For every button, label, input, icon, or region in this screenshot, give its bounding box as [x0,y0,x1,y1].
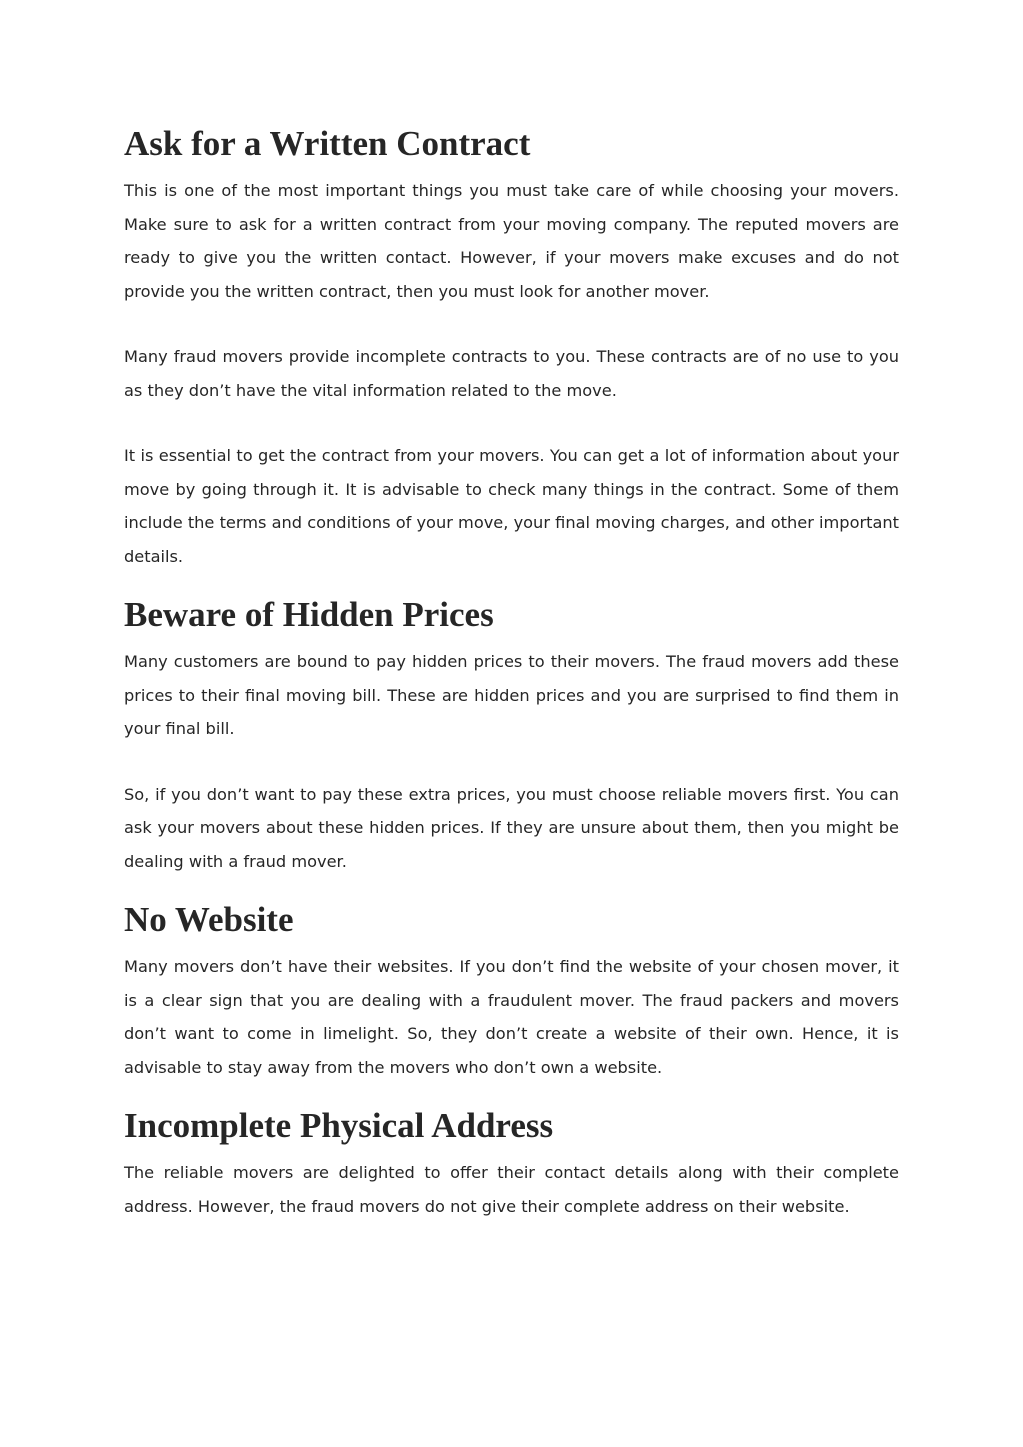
paragraph: Many movers don’t have their websites. If you don’t find the website of your chosen mover, it is a clear sign that you are dealing with a fraudulent mover. The fraud packers and movers don’t want to come in limelight. So, they don’t create a website of their own. Hence, it is advisable to stay away from the movers who don’t own a website. [124,957,899,1077]
section-heading-hidden-prices: Beware of Hidden Prices [124,595,494,634]
section-heading-written-contract: Ask for a Written Contract [124,124,531,163]
document-page [124,122,899,1243]
paragraph: It is essential to get the contract from your movers. You can get a lot of information about your move by going through it. It is advisable to check many things in the contract. Some of them include the terms and conditions of your move, your final moving charges, and other important details. [124,446,899,566]
section-heading-no-website: No Website [124,900,294,939]
paragraph: Many fraud movers provide incomplete contracts to you. These contracts are of no use to you as they don’t have the vital information related to the move. [124,347,899,400]
paragraph: The reliable movers are delighted to offer their contact details along with their complete address. However, the fraud movers do not give their complete address on their website. [124,1163,899,1216]
paragraph: So, if you don’t want to pay these extra prices, you must choose reliable movers first. You can ask your movers about these hidden prices. If they are unsure about them, then you might be dealing with a fraud mover. [124,784,899,871]
section-heading-physical-address: Incomplete Physical Address [124,1106,554,1145]
paragraph: This is one of the most important things you must take care of while choosing your movers. Make sure to ask for a written contract from your moving company. The reputed movers are ready to give you the written contact. However, if your movers make excuses and do not provide you the written contract, then you must look for another mover. [124,181,899,301]
paragraph: Many customers are bound to pay hidden prices to their movers. The fraud movers add these prices to their final moving bill. These are hidden prices and you are surprised to find them in your final bill. [124,652,899,738]
